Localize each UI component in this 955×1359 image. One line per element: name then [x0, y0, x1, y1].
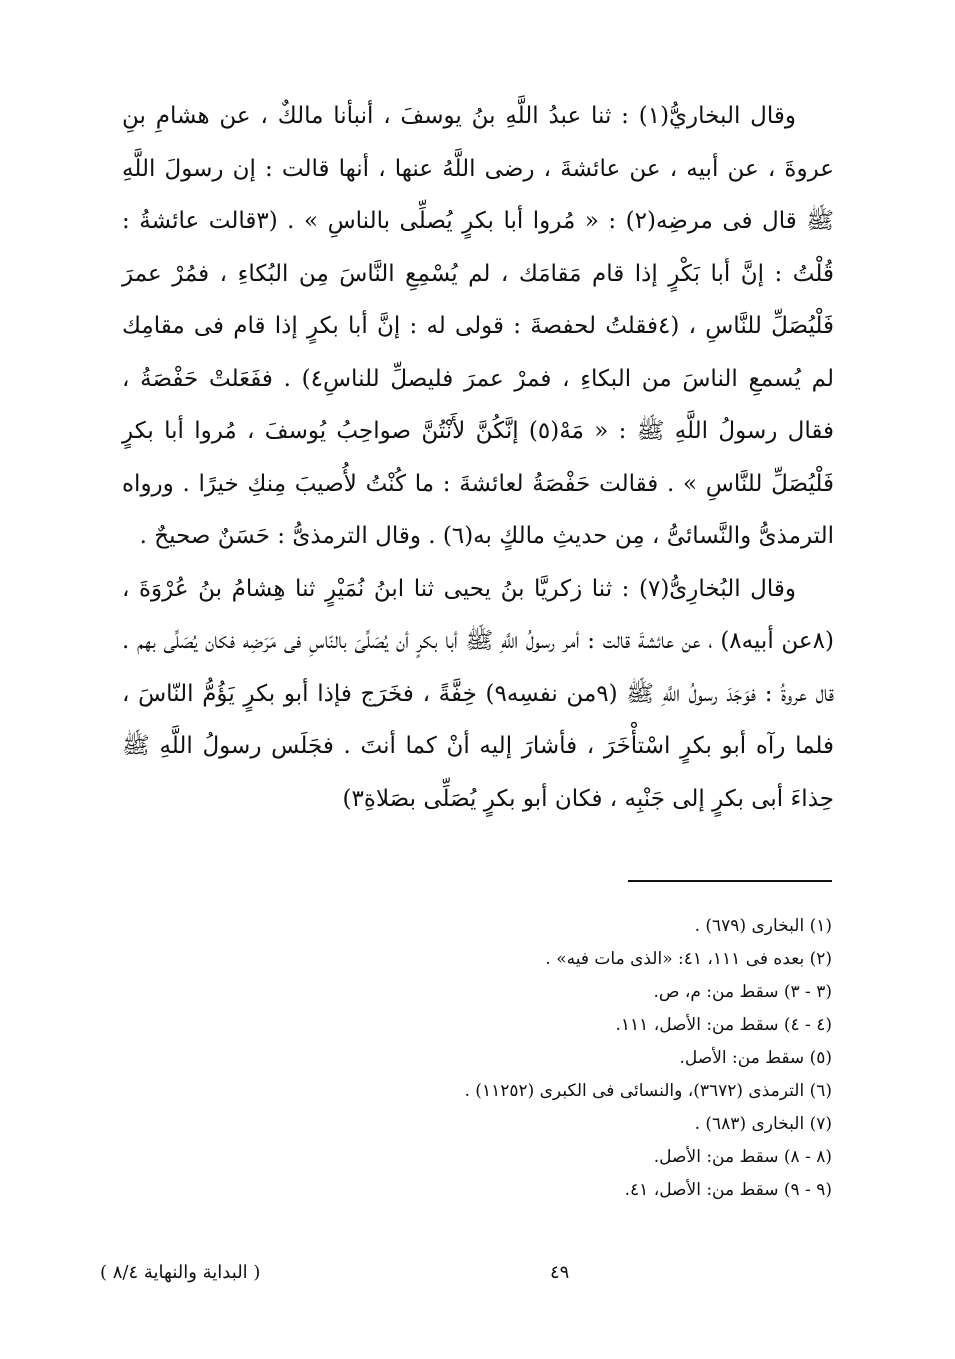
footnote-7: (٧) البخارى (٦٨٣) . — [694, 1114, 832, 1134]
footnote-1: (١) البخارى (٦٧٩) . — [694, 916, 832, 936]
footnote-2: (٢) بعده فى ١١١، ٤١: «الذى مات فيه» . — [545, 949, 832, 969]
footnote-separator — [628, 880, 832, 882]
page-footer — [100, 1262, 840, 1292]
footnote-4: (٤ - ٤) سقط من: الأصل، ١١١. — [615, 1015, 832, 1035]
main-text — [122, 90, 834, 825]
footnote-5: (٥) سقط من: الأصل. — [679, 1048, 832, 1068]
page-number: ٤٩ — [550, 1262, 570, 1283]
footnote-8: (٨ - ٨) سقط من: الأصل. — [653, 1147, 832, 1167]
footnote-6: (٦) الترمذى (٣٦٧٢)، والنسائى فى الكبرى (١١٢٥٢) . — [464, 1081, 832, 1101]
paragraph-1: وقال البخاريُّ(١) : ثنا عبدُ اللَّهِ بنُ يوسفَ ، أنبأنا مالكٌ ، عن هشامِ بنِ عروةَ ، عن أبيه ، عن عائشةَ ، رضى اللَّهُ عنها ، أنها قالت : إن رسولَ اللَّهِ ﷺ قال فى مرضِه(٢) : « مُروا أبا بكرٍ يُصلِّى بالناسِ » . (٣قالت عائشةُ : قُلْتُ : إنَّ أبا بَكْرٍ إذا قام مَقامَك ، لم يُسْمِعِ النَّاسَ مِن البُكاءِ ، فمُرْ عمرَ فَلْيُصَلِّ للنَّاسِ ، (٤فقلتُ لحفصةَ : قولى له : إنَّ أبا بكرٍ إذا قام فى مقامِك لم يُسمعِ الناسَ من البكاءِ ، فمرْ عمرَ فليصلِّ للناسِ٤) . ففَعَلتْ حَفْصَةُ ، فقال رسولُ اللَّهِ ﷺ : « مَهْ(٥) إنَّكُنَّ لأَنْتُنَّ صواحِبُ يُوسفَ ، مُروا أبا بكرٍ فَلْيُصَلِّ للنَّاسِ » . فقالت حَفْصَةُ لعائشةَ : ما كُنْتُ لأُصيبَ مِنكِ خيرًا . ورواه الترمذىُّ والنَّسائىُّ ، مِن حديثِ مالكٍ به(٦) . وقال الترمذىُّ : حَسَنٌ صحيحٌ . — [122, 103, 835, 549]
footnote-3: (٣ - ٣) سقط من: م، ص. — [653, 982, 832, 1002]
footnote-9: (٩ - ٩) سقط من: الأصل، ٤١. — [624, 1180, 832, 1200]
paragraph-2: وقال البُخارِىُّ(٧) : ثنا زكريَّا بنُ يحيى ثنا ابنُ نُمَيْرٍ ثنا هِشامُ بنُ عُرْوَةَ ، (٨عن أبيه٨) ، عن عائشةَ قالت : أمر رسولُ اللَّهِ ﷺ أبا بكرٍ أن يُصَلِّىَ بالنّاسِ فى مَرَضِه فكان يُصَلِّى بهم . قال عروةُ : فوَجَدَ رسولُ اللَّهِ ﷺ (٩من نفسِه٩) خِفَّةً ، فخَرَج فإذا أبو بكرٍ يَؤُمُّ النّاسَ ، فلما رآه أبو بكرٍ اسْتأْخَرَ ، فأشارَ إليه أنْ كما أنتَ . فجَلَس رسولُ اللَّهِ ﷺ حِذاءَ أبى بكرٍ إلى جَنْبِه ، فكان أبو بكرٍ يُصَلِّى بصَلاةِ٣) — [122, 575, 834, 812]
footnotes — [300, 910, 832, 1207]
running-title: ( البداية والنهاية ٨/٤ ) — [100, 1262, 261, 1283]
